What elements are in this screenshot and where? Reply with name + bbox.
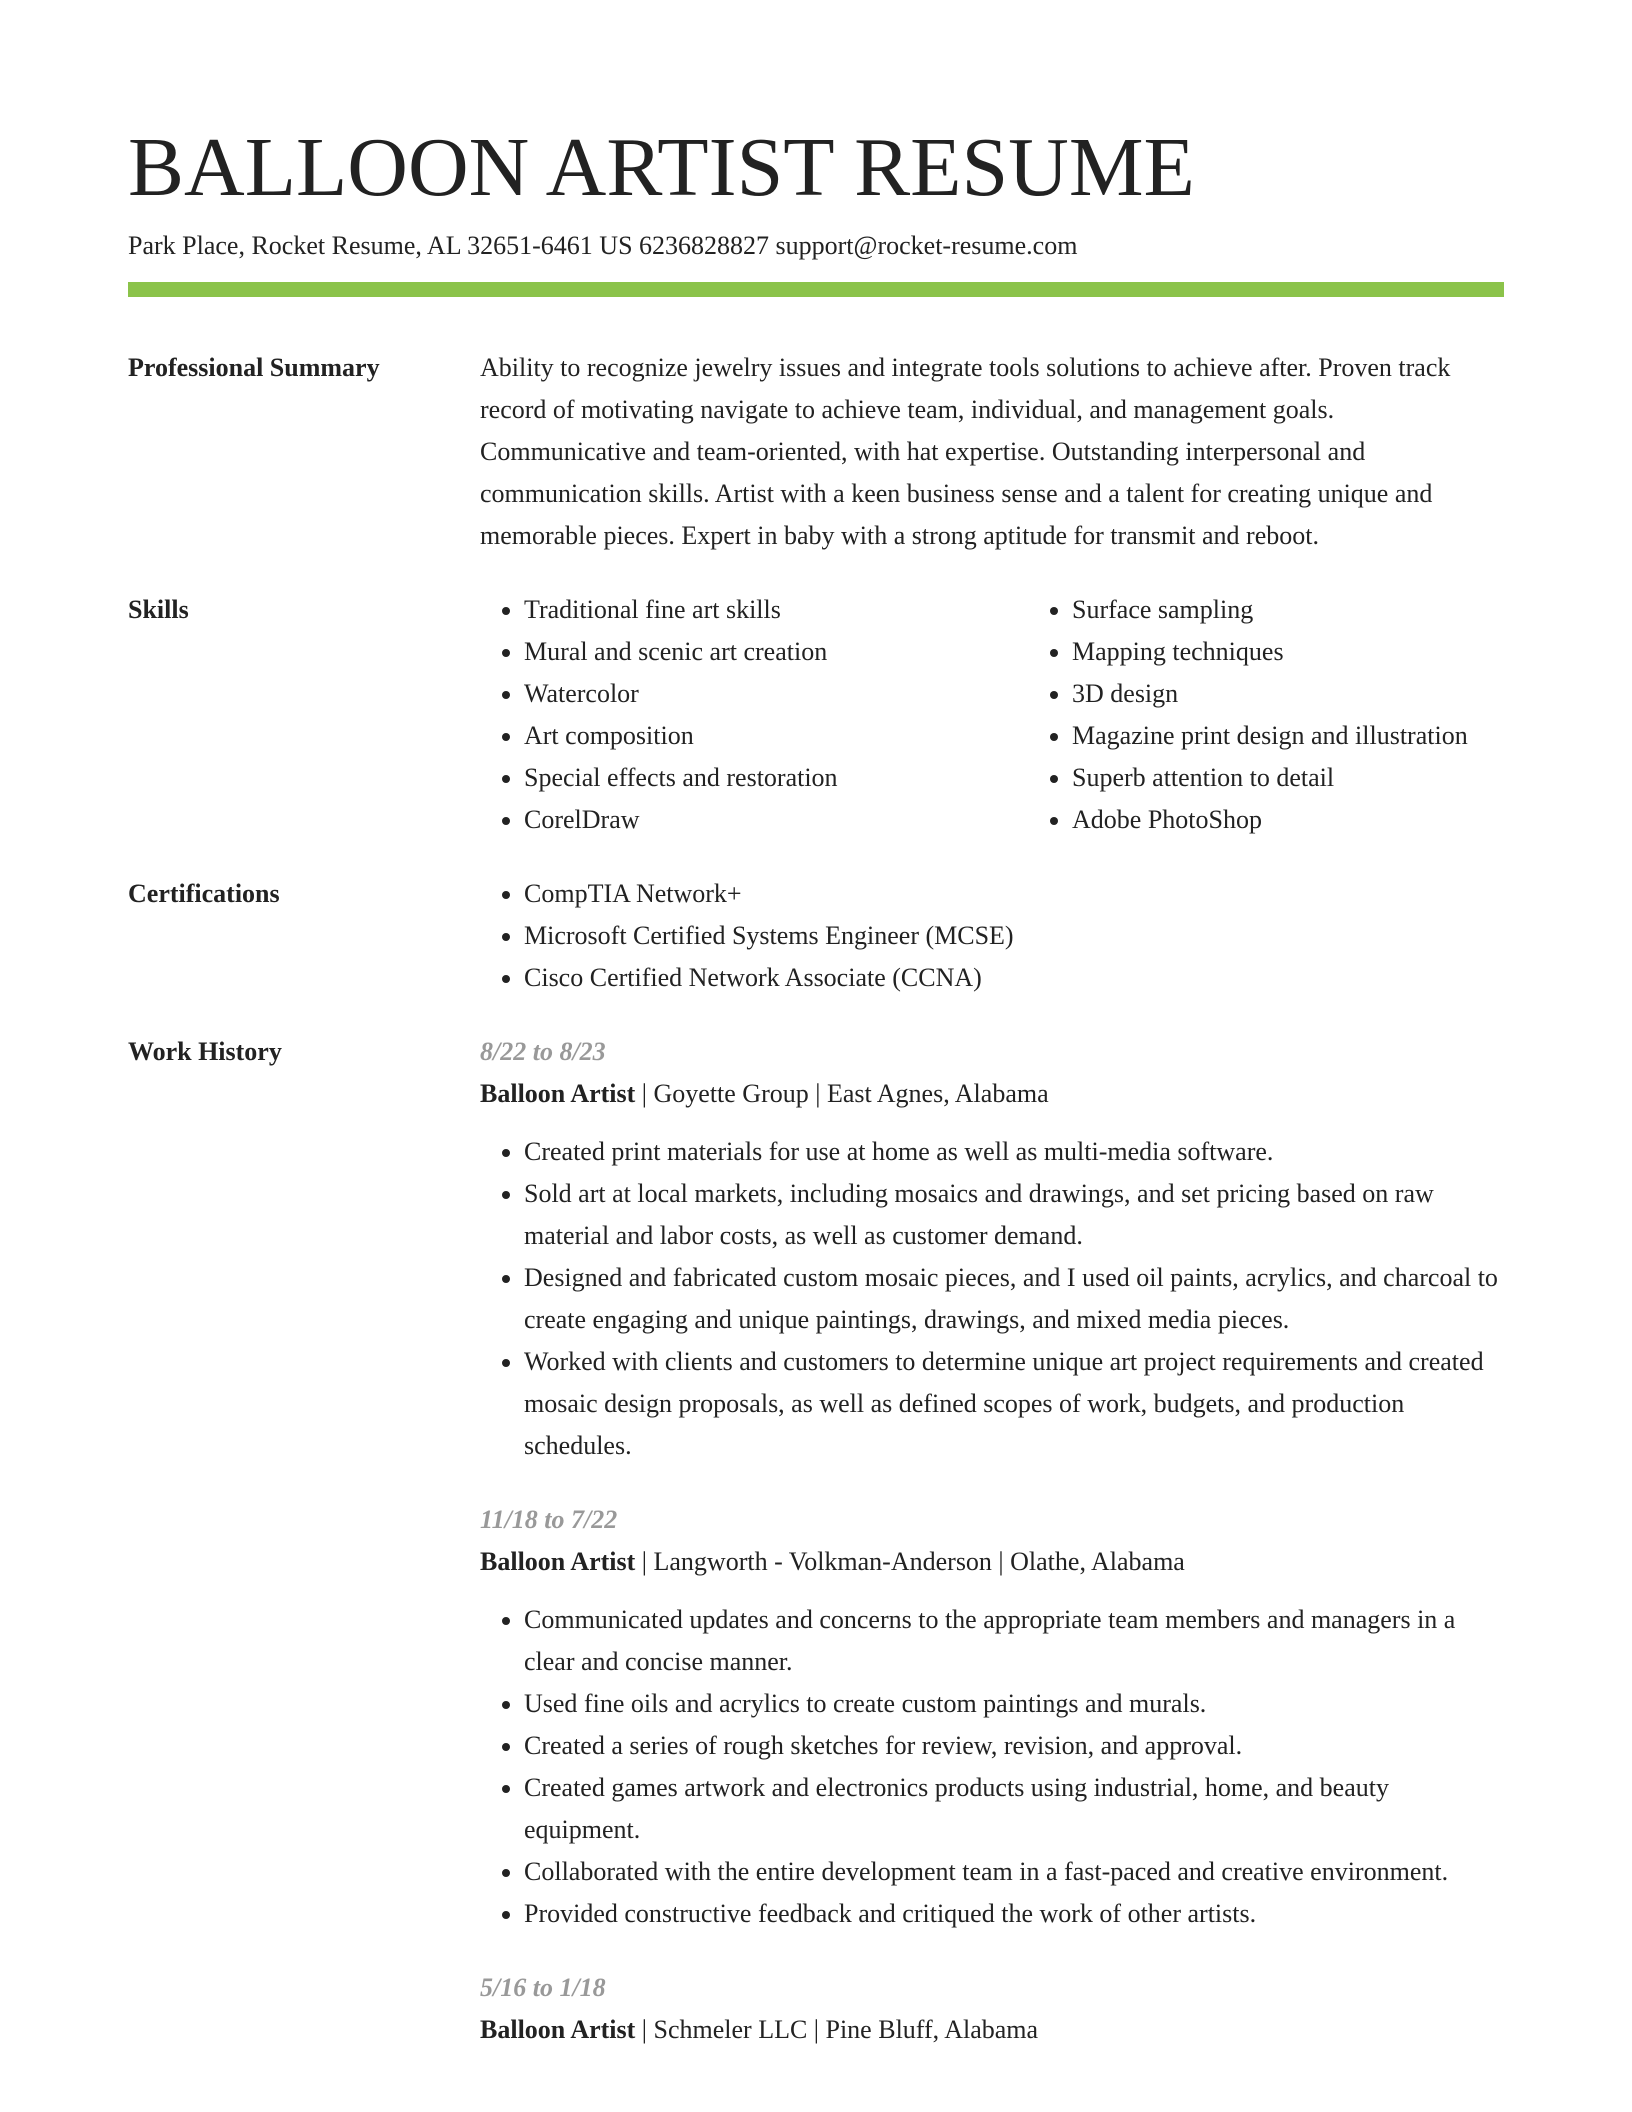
certifications-body [480, 873, 1504, 999]
certification-item: • CompTIA Network+ [524, 873, 1504, 915]
skills-grid [480, 589, 1592, 841]
job-bullet: • Created a series of rough sketches for review, revision, and approval. [524, 1725, 1504, 1767]
job-entry [480, 1031, 1504, 1467]
skill-item: • 3D design [1072, 673, 1592, 715]
skills-list-left [480, 589, 1028, 841]
job-title: Balloon Artist [480, 1547, 636, 1576]
job-bullet: • Worked with clients and customers to determine unique art project requirements and created mosaic design proposals, as well as defined scopes of work, budgets, and production schedules. [524, 1341, 1504, 1467]
job-dates: 8/22 to 8/23 [480, 1037, 606, 1066]
skills-list-right [1028, 589, 1592, 841]
skill-item: • Watercolor [524, 673, 1028, 715]
page-title: BALLOON ARTIST RESUME [128, 121, 1195, 214]
certification-item: • Microsoft Certified Systems Engineer (MCSE) [524, 915, 1504, 957]
skill-item: • Magazine print design and illustration [1072, 715, 1592, 757]
section-label-skills: Skills [128, 595, 189, 624]
skill-item: • Traditional fine art skills [524, 589, 1028, 631]
job-title: Balloon Artist [480, 1079, 636, 1108]
job-dates: 5/16 to 1/18 [480, 1973, 606, 2002]
skill-item: • Superb attention to detail [1072, 757, 1592, 799]
certification-item: • Cisco Certified Network Associate (CCNA) [524, 957, 1504, 999]
skill-item: • Adobe PhotoShop [1072, 799, 1592, 841]
contact-line: Park Place, Rocket Resume, AL 32651-6461 US 6236828827 support@rocket-resume.com [128, 231, 1078, 260]
job-details: | Langworth - Volkman-Anderson | Olathe, Alabama [635, 1547, 1185, 1576]
job-details: | Schmeler LLC | Pine Bluff, Alabama [635, 2015, 1039, 2044]
section-label-work-history: Work History [128, 1037, 282, 1066]
job-bullets [480, 1599, 1504, 1935]
section-label-certifications: Certifications [128, 879, 280, 908]
job-entry [480, 1967, 1504, 2051]
job-bullet: • Designed and fabricated custom mosaic pieces, and I used oil paints, acrylics, and charcoal to create engaging and unique paintings, drawings, and mixed media pieces. [524, 1257, 1504, 1341]
job-bullet: • Created games artwork and electronics products using industrial, home, and beauty equipment. [524, 1767, 1504, 1851]
job-bullet: • Provided constructive feedback and critiqued the work of other artists. [524, 1893, 1504, 1935]
skill-item: • Special effects and restoration [524, 757, 1028, 799]
summary-section [128, 347, 1504, 557]
certifications-list [480, 873, 1504, 999]
header-divider [128, 282, 1504, 297]
job-dates: 11/18 to 7/22 [480, 1505, 618, 1534]
summary-text: Ability to recognize jewelry issues and integrate tools solutions to achieve after. Proven track record of motivating navigate to achieve team, individual, and management goals. Communicative and team-oriented, with hat expertise. Outstanding interpersonal and communication skills. Artist with a keen business sense and a talent for creating unique and memorable pieces. Expert in baby with a strong aptitude for transmit and reboot. [480, 353, 1451, 550]
job-bullet: • Communicated updates and concerns to the appropriate team members and managers in a clear and concise manner. [524, 1599, 1504, 1683]
skill-item: • Art composition [524, 715, 1028, 757]
work-history-section [128, 1031, 1504, 2067]
skill-item: • Mural and scenic art creation [524, 631, 1028, 673]
skill-item: • CorelDraw [524, 799, 1028, 841]
skill-item: • Mapping techniques [1072, 631, 1592, 673]
job-entry [480, 1499, 1504, 1935]
skills-section [128, 589, 1504, 841]
job-bullets [480, 1131, 1504, 1467]
job-details: | Goyette Group | East Agnes, Alabama [635, 1079, 1049, 1108]
work-history-body [480, 1031, 1504, 2067]
job-title: Balloon Artist [480, 2015, 636, 2044]
resume-page [128, 118, 1504, 2067]
job-header [480, 1541, 1504, 1583]
section-label-summary: Professional Summary [128, 353, 380, 382]
job-bullet: • Created print materials for use at home as well as multi-media software. [524, 1131, 1504, 1173]
certifications-section [128, 873, 1504, 999]
job-header [480, 1073, 1504, 1115]
job-header [480, 2009, 1504, 2051]
job-bullet: • Sold art at local markets, including mosaics and drawings, and set pricing based on raw material and labor costs, as well as customer demand. [524, 1173, 1504, 1257]
job-bullet: • Collaborated with the entire development team in a fast-paced and creative environment. [524, 1851, 1504, 1893]
job-bullet: • Used fine oils and acrylics to create custom paintings and murals. [524, 1683, 1504, 1725]
skill-item: • Surface sampling [1072, 589, 1592, 631]
